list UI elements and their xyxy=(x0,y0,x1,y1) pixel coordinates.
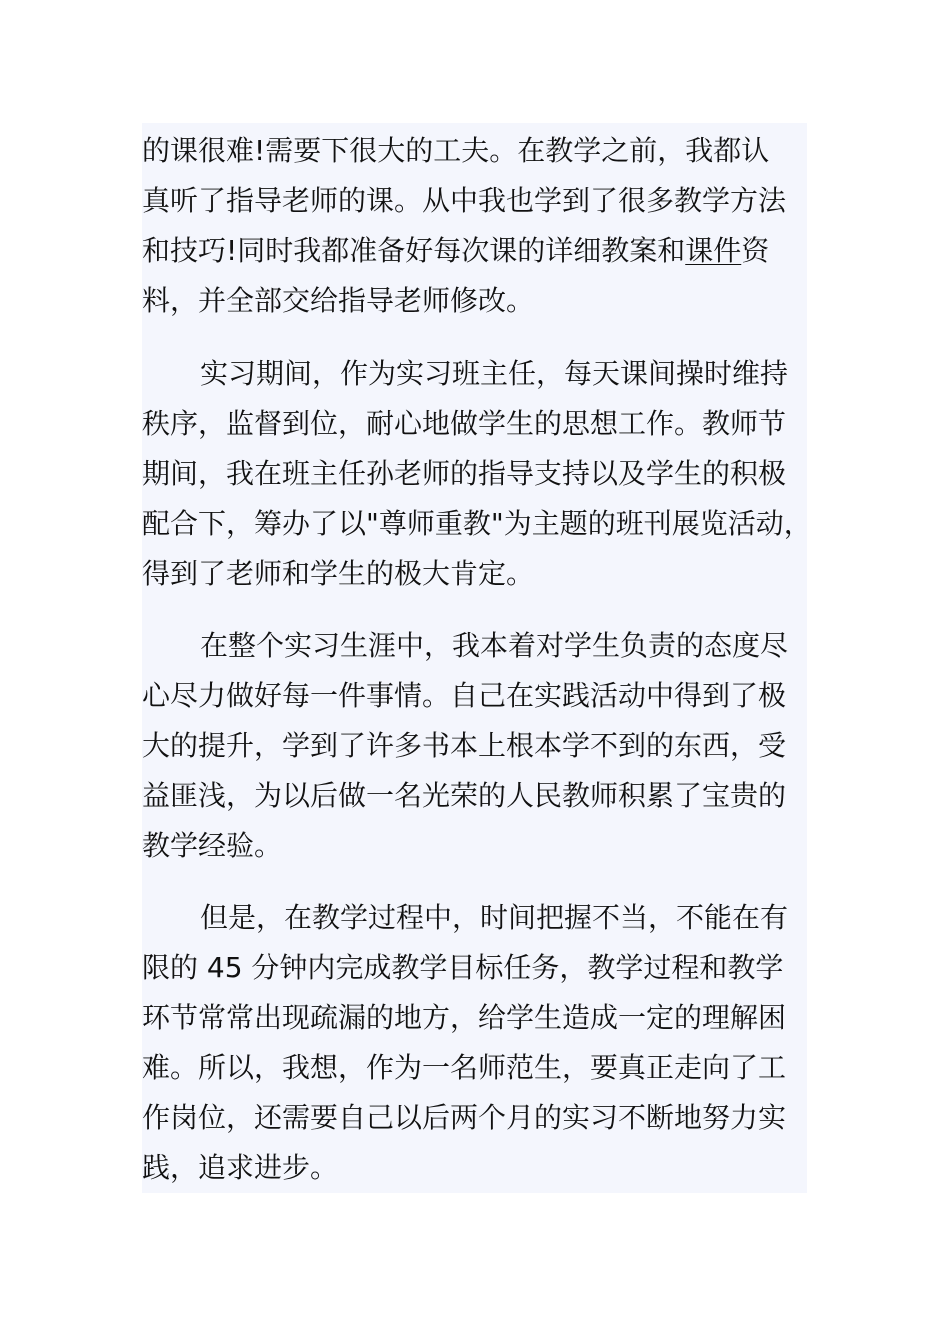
paragraph-line: 大的提升，学到了许多书本上根本学不到的东西，受 xyxy=(142,729,787,762)
paragraph-line: 秩序，监督到位，耐心地做学生的思想工作。教师节 xyxy=(142,407,787,440)
paragraph-line: 教学经验。 xyxy=(142,829,283,862)
paragraph-line-text: 资 xyxy=(741,234,770,267)
document-text-block xyxy=(142,123,812,1193)
paragraph-line: 益匪浅，为以后做一名光荣的人民教师积累了宝贵的 xyxy=(142,779,787,812)
paragraph-line: 在整个实习生涯中，我本着对学生负责的态度尽 xyxy=(200,629,789,662)
paragraph-line: 配合下，筹办了以"尊师重教"为主题的班刊展览活动， xyxy=(142,507,812,540)
paragraph-line: 心尽力做好每一件事情。自己在实践活动中得到了极 xyxy=(142,679,787,712)
paragraph-line: 真听了指导老师的课。从中我也学到了很多教学方法 xyxy=(142,184,787,217)
paragraph-line: 期间，我在班主任孙老师的指导支持以及学生的积极 xyxy=(142,457,787,490)
paragraph-line: 难。所以，我想，作为一名师范生，要真正走向了工 xyxy=(142,1051,787,1084)
paragraph-line: 作岗位，还需要自己以后两个月的实习不断地努力实 xyxy=(142,1101,787,1134)
paragraph-line: 料，并全部交给指导老师修改。 xyxy=(142,284,535,317)
paragraph-line: 限的 45 分钟内完成教学目标任务，教学过程和教学 xyxy=(142,951,784,984)
paragraph-line: 实习期间，作为实习班主任，每天课间操时维持 xyxy=(200,357,789,390)
paragraph-line xyxy=(142,226,769,276)
paragraph-line: 践，追求进步。 xyxy=(142,1151,339,1184)
paragraph-line: 但是，在教学过程中，时间把握不当，不能在有 xyxy=(200,901,789,934)
courseware-link[interactable]: 课件 xyxy=(685,234,742,267)
paragraph-line: 环节常常出现疏漏的地方，给学生造成一定的理解困 xyxy=(142,1001,787,1034)
paragraph-line-text: 和技巧!同时我都准备好每次课的详细教案和 xyxy=(142,234,686,267)
paragraph-line: 的课很难!需要下很大的工夫。在教学之前，我都认 xyxy=(142,134,770,167)
paragraph-line: 得到了老师和学生的极大肯定。 xyxy=(142,557,535,590)
